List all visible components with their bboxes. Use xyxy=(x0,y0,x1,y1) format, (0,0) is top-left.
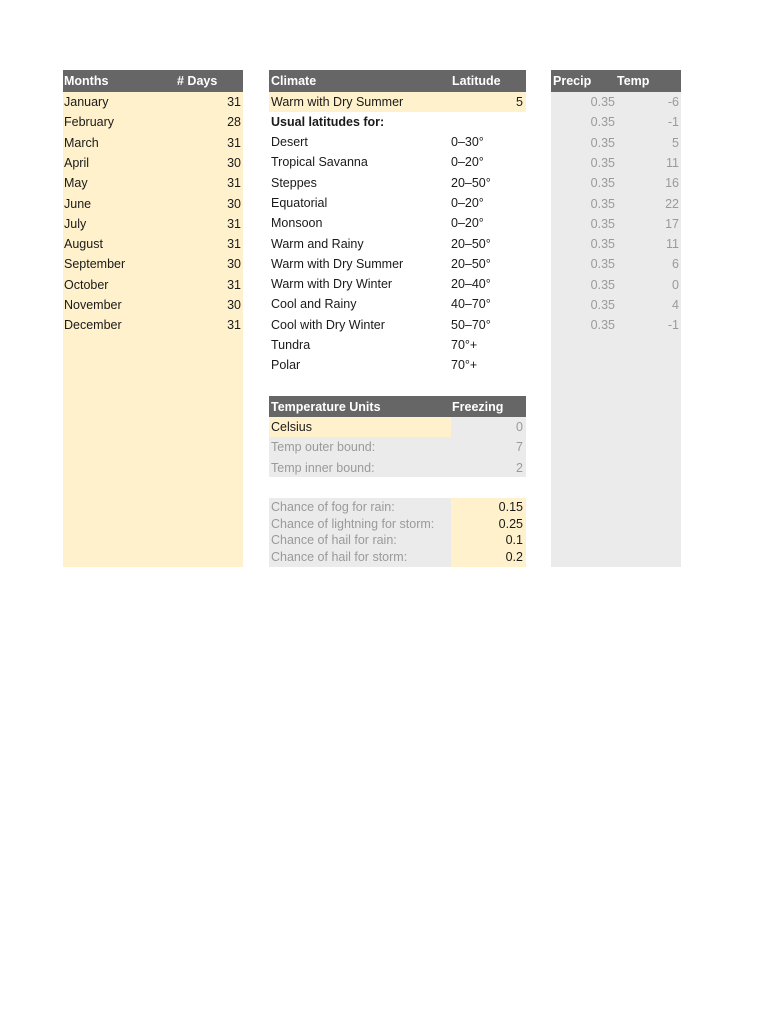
temp-value-cell: 0 xyxy=(672,277,679,292)
month-name-cell[interactable]: August xyxy=(64,237,103,252)
month-name-cell[interactable]: November xyxy=(64,298,122,312)
temp-value-cell: -1 xyxy=(667,318,679,333)
temp-value-cell: 17 xyxy=(665,216,679,231)
month-days-cell[interactable]: 28 xyxy=(227,115,241,130)
month-name-cell[interactable]: January xyxy=(64,95,109,109)
precip-value-cell: 0.35 xyxy=(590,318,615,333)
month-days-cell[interactable]: 31 xyxy=(227,95,241,109)
climate-name-cell[interactable]: Warm and Rainy xyxy=(271,236,364,251)
precip-value-cell: 0.35 xyxy=(590,257,615,272)
selected-climate-value[interactable]: Warm with Dry Summer xyxy=(271,95,404,109)
precip-temp-header xyxy=(551,70,681,92)
precip-temp-body xyxy=(551,92,681,567)
climate-name-cell[interactable]: Equatorial xyxy=(271,195,328,210)
unit-selected-cell[interactable] xyxy=(269,417,451,437)
climate-latitude-range-cell[interactable]: 0–30° xyxy=(451,135,484,149)
chance-label: Chance of hail for rain: xyxy=(271,533,397,548)
usual-latitudes-label: Usual latitudes for: xyxy=(271,115,385,129)
latitude-column-header[interactable]: Latitude xyxy=(452,74,501,88)
month-days-cell[interactable]: 31 xyxy=(227,318,241,333)
climate-latitude-range-cell[interactable]: 0–20° xyxy=(451,195,484,210)
precip-value-cell: 0.35 xyxy=(590,176,615,191)
climate-name-cell[interactable]: Monsoon xyxy=(271,216,323,231)
month-name-cell[interactable]: December xyxy=(64,318,122,333)
climate-latitude-range-cell[interactable]: 20–50° xyxy=(451,236,491,251)
temp-column-header[interactable]: Temp xyxy=(617,74,650,88)
chance-label: Chance of hail for storm: xyxy=(271,549,408,564)
selected-latitude-value[interactable]: 5 xyxy=(516,95,523,109)
climate-latitude-range-cell[interactable]: 20–50° xyxy=(451,256,491,271)
temp-value-cell: 22 xyxy=(665,196,679,211)
climate-latitude-range-cell[interactable]: 40–70° xyxy=(451,297,491,312)
precip-value-cell: 0.35 xyxy=(590,298,615,312)
temp-bound-label: Temp outer bound: xyxy=(271,440,376,454)
month-name-cell[interactable]: May xyxy=(64,176,88,191)
month-name-cell[interactable]: March xyxy=(64,135,99,150)
climate-name-cell[interactable]: Warm with Dry Winter xyxy=(271,277,393,292)
temp-value-cell: 16 xyxy=(665,176,679,191)
month-days-cell[interactable]: 30 xyxy=(227,298,241,312)
month-days-cell[interactable]: 30 xyxy=(227,257,241,272)
temp-bounds-block xyxy=(269,437,526,477)
climate-latitude-range-cell[interactable]: 0–20° xyxy=(451,155,484,170)
climate-name-cell[interactable]: Tundra xyxy=(271,338,311,352)
month-name-cell[interactable]: October xyxy=(64,277,109,292)
selected-unit-value[interactable]: Celsius xyxy=(271,420,312,434)
temp-value-cell: 6 xyxy=(672,257,679,272)
month-days-cell[interactable]: 31 xyxy=(227,216,241,231)
temperature-units-header xyxy=(269,396,526,418)
chance-value[interactable]: 0.2 xyxy=(505,549,523,564)
climate-name-cell[interactable]: Tropical Savanna xyxy=(271,155,368,170)
climate-name-cell[interactable]: Polar xyxy=(271,358,301,373)
month-name-cell[interactable]: April xyxy=(64,155,90,170)
temp-value-cell: -6 xyxy=(667,95,679,109)
climate-latitude-range-cell[interactable]: 50–70° xyxy=(451,317,491,332)
month-days-cell[interactable]: 31 xyxy=(227,176,241,191)
days-column-header[interactable]: # Days xyxy=(177,74,218,88)
precip-value-cell: 0.35 xyxy=(590,155,615,170)
climate-name-cell[interactable]: Desert xyxy=(271,135,308,149)
climate-latitude-range-cell[interactable]: 20–50° xyxy=(451,175,491,190)
climate-column-header[interactable]: Climate xyxy=(271,74,317,88)
temp-value-cell: 11 xyxy=(666,237,679,252)
chance-value[interactable]: 0.25 xyxy=(498,516,523,531)
precip-value-cell: 0.35 xyxy=(590,237,615,252)
chance-value[interactable]: 0.1 xyxy=(505,533,523,548)
freezing-column-header[interactable]: Freezing xyxy=(452,400,504,414)
precip-value-cell: 0.35 xyxy=(590,196,615,211)
freezing-value-cell[interactable] xyxy=(451,417,526,437)
freezing-value: 0 xyxy=(516,420,523,434)
precip-value-cell: 0.35 xyxy=(590,115,615,130)
chance-value[interactable]: 0.15 xyxy=(498,500,523,514)
climate-selected-cell[interactable] xyxy=(269,92,526,112)
precip-column-header[interactable]: Precip xyxy=(553,74,592,88)
temp-value-cell: 4 xyxy=(672,298,679,312)
months-column-header[interactable]: Months xyxy=(64,74,109,88)
climate-latitude-range-cell[interactable]: 0–20° xyxy=(451,216,484,231)
temp-value-cell: -1 xyxy=(667,115,679,130)
temp-bound-label: Temp inner bound: xyxy=(271,460,375,475)
month-days-cell[interactable]: 31 xyxy=(227,135,241,150)
month-name-cell[interactable]: February xyxy=(64,115,115,130)
chance-label: Chance of fog for rain: xyxy=(271,500,395,514)
temperature-units-column-header[interactable]: Temperature Units xyxy=(271,400,381,414)
month-days-cell[interactable]: 31 xyxy=(227,237,241,252)
climate-latitude-range-cell[interactable]: 70°+ xyxy=(451,358,478,373)
temp-bound-value[interactable]: 2 xyxy=(516,460,523,475)
temp-bound-value[interactable]: 7 xyxy=(516,440,523,454)
month-days-cell[interactable]: 30 xyxy=(227,196,241,211)
month-name-cell[interactable]: September xyxy=(64,257,126,272)
precip-value-cell: 0.35 xyxy=(590,95,615,109)
precip-value-cell: 0.35 xyxy=(590,277,615,292)
precip-value-cell: 0.35 xyxy=(590,135,615,150)
months-header xyxy=(63,70,243,92)
climate-latitude-range-cell[interactable]: 20–40° xyxy=(451,277,491,292)
climate-name-cell[interactable]: Cool and Rainy xyxy=(271,297,357,312)
climate-latitude-range-cell[interactable]: 70°+ xyxy=(451,338,478,352)
months-body xyxy=(63,92,243,567)
month-name-cell[interactable]: June xyxy=(64,196,92,211)
month-days-cell[interactable]: 31 xyxy=(227,277,241,292)
temp-value-cell: 5 xyxy=(672,135,679,150)
climate-name-cell[interactable]: Cool with Dry Winter xyxy=(271,317,385,332)
month-name-cell[interactable]: July xyxy=(64,216,87,231)
precip-value-cell: 0.35 xyxy=(590,216,615,231)
climate-name-cell[interactable]: Warm with Dry Summer xyxy=(271,256,404,271)
climate-header xyxy=(269,70,526,92)
month-days-cell[interactable]: 30 xyxy=(227,155,241,170)
chance-label: Chance of lightning for storm: xyxy=(271,516,435,531)
temp-value-cell: 11 xyxy=(666,155,679,170)
climate-name-cell[interactable]: Steppes xyxy=(271,175,317,190)
